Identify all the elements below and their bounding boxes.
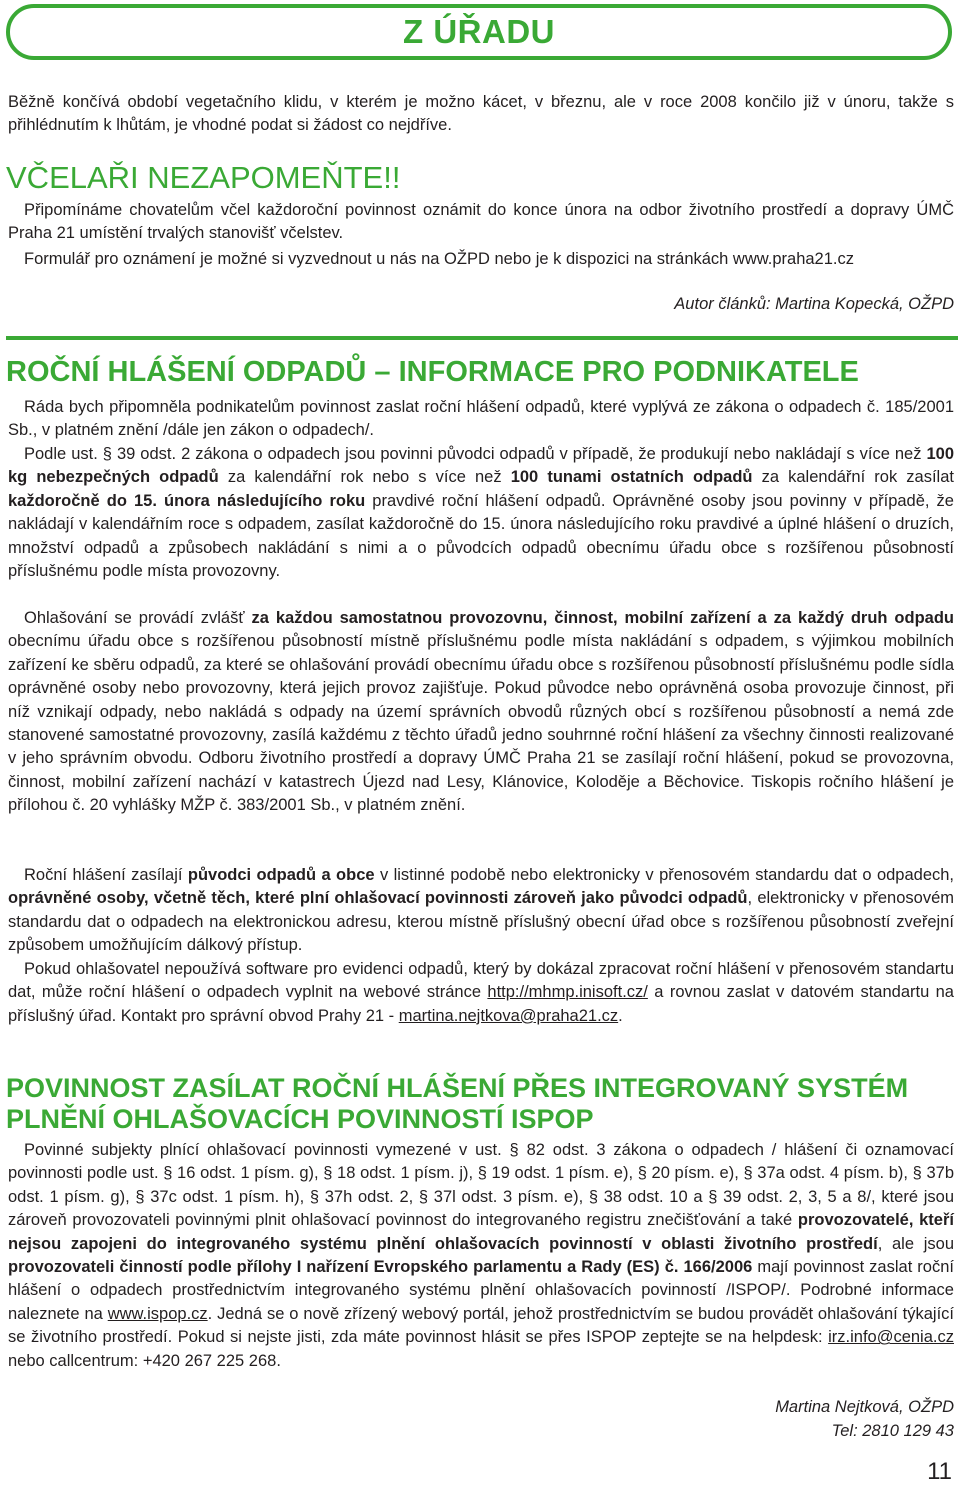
ispop-link[interactable]: www.ispop.cz	[107, 1304, 208, 1323]
bold-run: oprávněné osoby, včetně těch, které plní ohlašovací povinnosti zároveň jako původci odpadů	[8, 889, 748, 908]
text-run: a rovnou zaslat v datovém standartu na příslušný úřad. Kontakt pro správní obvod Prahy 21 -	[8, 983, 954, 1025]
text-run: obecnímu úřadu obce s rozšířenou působností místně příslušnému podle místa nakládání s odpadem, s výjimkou mobilních zařízení ke sběru odpadů, za které se ohlašování provádí obecnímu úřadu obce s rozšířenou působností příslušnému podle sídla oprávněné osoby nebo provozovny, která jejich provoz zajišťuje. Pokud původce nebo oprávněná osoba provozuje činnost, při níž vznikají odpady, nebo nakládá s odpady na území správních obvodů různých obcí s rozšířenou působností a nemá zde stanovené samostatné provozovny, zasílá každému z těchto úřadů jedno souhrnné roční hlášení za všechny činnosti realizované v jeho správním obvodu. Odboru životního prostředí a dopravy ÚMČ Praha 21 se zasílají roční hlášení, pokud se provozovna, činnost, mobilní zařízení nachází v katastrech Újezd nad Lesy, Klánovice, Koloděje a Běchovice. Tiskopis ročního hlášení je přílohou č. 20 vyhlášky MŽP č. 383/2001 Sb., v platném znění.	[8, 632, 954, 815]
text-run: , ale jsou	[877, 1234, 954, 1253]
text-run: .	[618, 1006, 623, 1025]
page-number: 11	[927, 1458, 952, 1485]
intro-paragraph: Běžně končívá období vegetačního klidu, v kterém je možno kácet, v březnu, ale v roce 2008 končilo již v únoru, takže s přihlédnutím k lhůtám, je vhodné podat si žádost co nejdříve.	[8, 93, 954, 135]
mhmp-link[interactable]: http://mhmp.inisoft.cz/	[487, 983, 648, 1002]
text-run: mají povinnost zaslat roční hlášení o odpadech prostřednictvím integrovaného systému plnění ohlašovacích povinností /ISPOP/. Podrobné informace naleznete na	[8, 1258, 954, 1323]
text-run: Povinné subjekty plnící ohlašovací povinnosti vymezené v ust. § 82 odst. 3 zákona o odpadech / hlášení či oznamovací povinnosti podle ust. § 16 odst. 1 písm. g), § 18 odst. 1 písm. j), § 19 odst. 1 písm. e), § 20 písm. e), § 37a odst. 4 písm. b), § 37b odst. 1 písm. g), § 37c odst. 1 písm. h), § 37h odst. 2, § 37l odst. 3 písm. e), § 38 odst. 10 a § 39 odst. 2, 3, 5 a 8/, které jsou zároveň provozovateli povinnými plnit ohlašovací povinnost do integrovaného registru znečišťování a také	[8, 1141, 954, 1230]
section-banner	[6, 4, 952, 60]
bold-run: provozovatelé, kteří nejsou zapojeni do integrovaného systému plnění ohlašovacích povinností v oblasti životního prostředí	[8, 1211, 954, 1253]
text-run: Ohlašování se provádí zvlášť	[24, 609, 252, 627]
text-run: Roční hlášení zasílají	[24, 866, 188, 884]
beekeepers-p1-text: Připomínáme chovatelům včel každoroční povinnost oznámit do konce února na odbor životního prostředí a dopravy ÚMČ Praha 21 umístění trvalých stanovišť včelstev.	[8, 201, 954, 243]
email-link[interactable]: martina.nejtkova@praha21.cz	[398, 1006, 619, 1025]
text-run: Pokud ohlašovatel nepoužívá software pro evidenci odpadů, který by dokázal zpracovat roční hlášení v přenosovém standartu dat, může roční hlášení o odpadech vyplnit na webové stránce	[8, 960, 954, 1002]
bold-run: původci odpadů a obce	[187, 866, 375, 884]
waste-paragraph-2	[8, 443, 954, 583]
waste-paragraph-5	[8, 958, 954, 1028]
bold-run: provozovateli činností podle přílohy I nařízení Evropského parlamentu a Rady (ES) č. 166/2006	[8, 1258, 753, 1277]
bold-run: za každou samostatnou provozovnu, činnost, mobilní zařízení a za každý druh odpadu	[251, 609, 954, 627]
waste-paragraph-1	[8, 396, 954, 443]
text-run: nebo callcentrum: +420 267 225 268.	[8, 1351, 281, 1370]
helpdesk-email-link[interactable]: irz.info@cenia.cz	[828, 1328, 954, 1347]
text-run: . Jedná se o nově zřízený webový portál, jehož prostřednictvím se budou provádět ohlašování týkající se životního prostředí. Pokud si nejste jisti, zda máte povinnost hlásit se přes ISPOP zeptejte se na helpdesk:	[8, 1304, 954, 1347]
text-run: , elektronicky v přenosovém standardu dat o odpadech na elektronickou adresu, kterou místně příslušný obecní úřad obce s rozšířenou působností zveřejní způsobem umožňujícím dálkový přístup.	[8, 889, 954, 955]
bold-run: každoročně do 15. února následujícího roku	[8, 491, 366, 510]
text-run: Podle ust. § 39 odst. 2 zákona o odpadech jsou povinni původci odpadů v případě, že produkují nebo nakládají s více než	[24, 445, 927, 463]
text-run: pravdivé roční hlášení odpadů. Oprávněné osoby jsou povinny v případě, že nakládají v kalendářním roce s odpadem, zasílat každoročně do 15. února následujícího roku pravdivé a úplné hlášení o druzích, množství odpadů a způsobech nakládání s nimi a o původcích odpadů obecnímu úřadu obce s rozšířenou působností příslušnému podle místa provozovny.	[8, 491, 954, 581]
banner-title: Z ÚŘADU	[403, 13, 555, 50]
waste-paragraph-3	[8, 607, 954, 818]
text-run: za kalendářní rok nebo s více než	[218, 468, 511, 487]
ispop-signature-tel: Tel: 2810 129 43	[831, 1422, 954, 1440]
text-run: za kalendářní rok zasílat	[752, 468, 954, 487]
section-divider	[6, 336, 958, 340]
waste-heading: ROČNÍ HLÁŠENÍ ODPADŮ – INFORMACE PRO PODNIKATELE	[6, 356, 859, 388]
ispop-heading: POVINNOST ZASÍLAT ROČNÍ HLÁŠENÍ PŘES INTEGROVANÝ SYSTÉM PLNĚNÍ OHLAŠOVACÍCH POVINNOSTÍ ISPOP	[6, 1073, 909, 1134]
waste-paragraph-4	[8, 864, 954, 958]
beekeepers-paragraph-1	[8, 199, 954, 246]
ispop-signature-name: Martina Nejtková, OŽPD	[775, 1398, 954, 1416]
ispop-paragraph	[8, 1139, 954, 1373]
bold-run: 100 tunami ostatních odpadů	[510, 468, 753, 487]
waste-p1-text: Ráda bych připomněla podnikatelům povinnost zaslat roční hlášení odpadů, které vyplývá ze zákona o odpadech č. 185/2001 Sb., v platném znění /dále jen zákon o odpadech/.	[8, 398, 954, 440]
beekeepers-paragraph-2	[8, 248, 954, 271]
text-run: v listinné podobě nebo elektronicky v přenosovém standardu dat o odpadech,	[374, 866, 955, 884]
beekeepers-heading: VČELAŘI NEZAPOMEŇTE!!	[6, 160, 401, 195]
bold-run: 100 kg nebezpečných odpadů	[8, 445, 954, 487]
beekeepers-author: Autor článků: Martina Kopecká, OŽPD	[674, 295, 954, 313]
beekeepers-p2-text: Formulář pro oznámení je možné si vyzvednout u nás na OŽPD nebo je k dispozici na stránkách www.praha21.cz	[24, 250, 854, 268]
